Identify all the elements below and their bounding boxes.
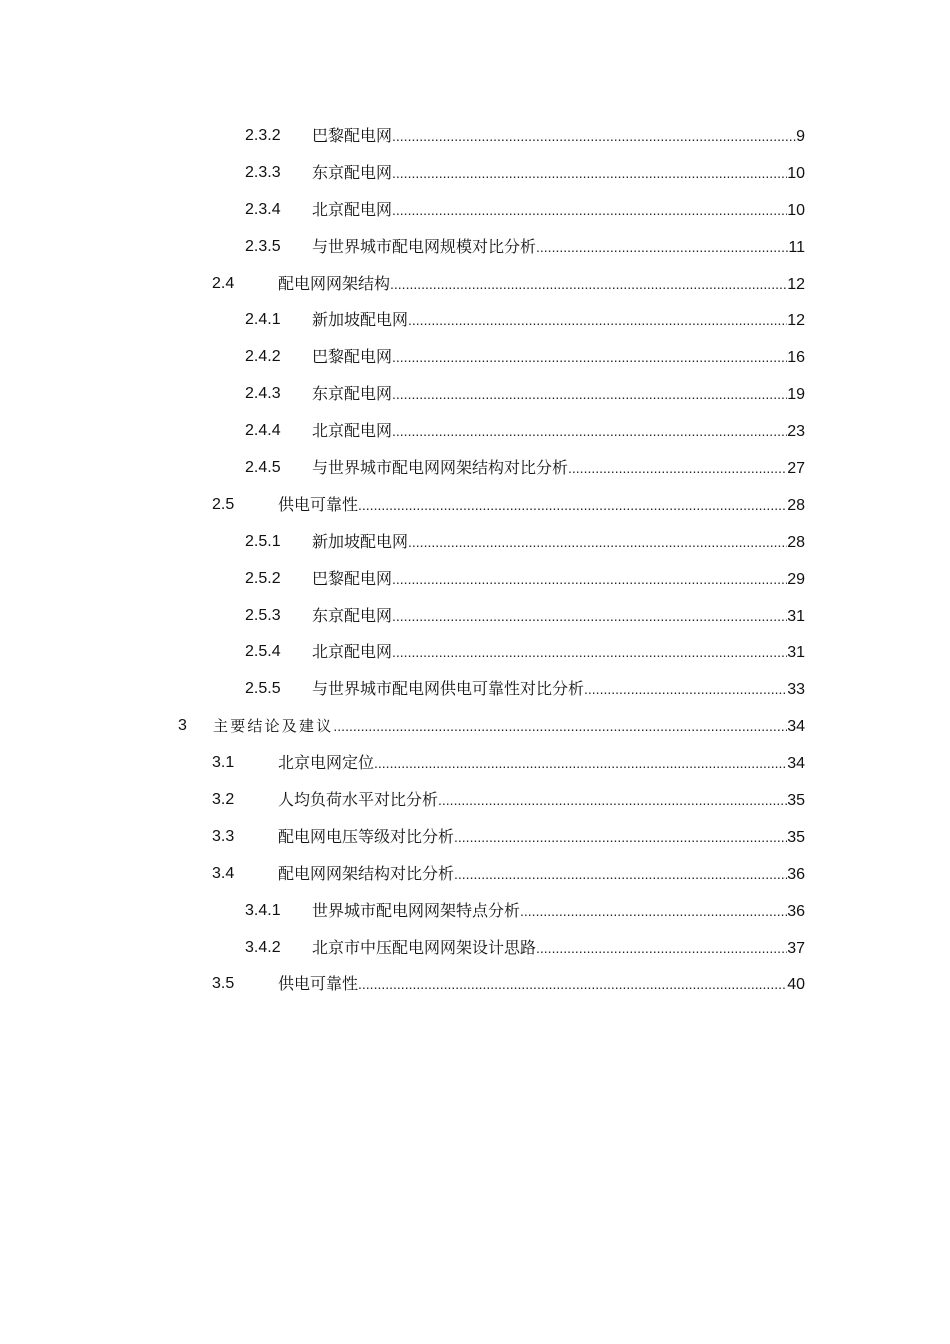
toc-entry-number: 3.4 <box>212 864 235 882</box>
toc-entry[interactable] <box>0 302 950 339</box>
toc-entry-page-number: 23 <box>787 423 805 441</box>
toc-entry-title[interactable]: 供电可靠性 <box>278 494 359 514</box>
toc-dot-leader <box>392 118 796 155</box>
toc-entry-line <box>278 745 805 783</box>
toc-entry-number: 2.3.4 <box>245 200 281 218</box>
toc-dot-leader <box>358 966 787 1003</box>
toc-entry-page-number: 10 <box>787 201 805 219</box>
table-of-contents <box>0 118 950 1003</box>
toc-entry-page-number: 28 <box>787 496 805 514</box>
toc-entry[interactable] <box>0 598 950 635</box>
toc-entry-title[interactable]: 与世界城市配电网规模对比分析 <box>312 236 537 256</box>
toc-entry-title[interactable]: 北京电网定位 <box>278 753 375 773</box>
toc-entry-number: 3.1 <box>212 754 235 772</box>
toc-entry[interactable] <box>0 339 950 376</box>
toc-dot-leader <box>536 930 787 967</box>
toc-entry[interactable] <box>0 966 950 1003</box>
toc-entry-page-number: 9 <box>796 128 805 145</box>
toc-entry-page-number: 36 <box>787 902 805 920</box>
toc-entry-title[interactable]: 新加坡配电网 <box>312 310 409 330</box>
toc-entry-number: 2.5.1 <box>245 532 281 550</box>
toc-dot-leader <box>392 634 787 671</box>
toc-dot-leader <box>584 671 787 708</box>
toc-entry-page-number: 29 <box>787 570 805 588</box>
toc-entry[interactable] <box>0 708 950 745</box>
toc-entry-number: 3.4.2 <box>245 938 281 956</box>
toc-entry-title[interactable]: 与世界城市配电网网架结构对比分析 <box>312 458 569 478</box>
toc-dot-leader <box>454 856 787 893</box>
toc-entry-title[interactable]: 主要结论及建议 <box>213 717 334 736</box>
toc-entry-line <box>312 561 805 599</box>
toc-entry-number: 2.3.2 <box>245 127 281 144</box>
toc-entry-line <box>278 819 805 857</box>
toc-entry-title[interactable]: 北京市中压配电网网架设计思路 <box>312 937 537 957</box>
toc-entry-title[interactable]: 供电可靠性 <box>278 974 359 994</box>
toc-entry-line <box>312 634 805 672</box>
toc-dot-leader <box>392 598 787 635</box>
toc-dot-leader <box>536 229 788 266</box>
toc-entry[interactable] <box>0 487 950 524</box>
toc-entry-number: 3.4.1 <box>245 901 281 919</box>
toc-entry[interactable] <box>0 413 950 450</box>
toc-entry[interactable] <box>0 819 950 856</box>
toc-entry-line <box>312 155 805 193</box>
toc-entry[interactable] <box>0 376 950 413</box>
toc-entry-line <box>278 782 805 820</box>
toc-entry[interactable] <box>0 118 950 155</box>
toc-entry-line <box>278 487 805 525</box>
toc-entry-line <box>312 450 805 488</box>
toc-entry-number: 2.3.5 <box>245 237 281 255</box>
toc-dot-leader <box>408 524 787 561</box>
toc-entry-title[interactable]: 配电网网架结构 <box>278 273 391 293</box>
toc-entry-page-number: 31 <box>787 644 805 662</box>
toc-entry-number: 2.3.3 <box>245 163 281 181</box>
toc-entry-title[interactable]: 北京配电网 <box>312 421 393 441</box>
toc-entry-line <box>312 524 805 562</box>
toc-entry-title[interactable]: 巴黎配电网 <box>312 347 393 367</box>
toc-entry-line <box>312 376 805 414</box>
toc-entry[interactable] <box>0 782 950 819</box>
toc-entry-line <box>312 413 805 451</box>
toc-entry-page-number: 35 <box>787 828 805 846</box>
toc-dot-leader <box>392 561 787 598</box>
toc-entry-number: 2.4.2 <box>245 348 281 366</box>
toc-entry-line <box>312 229 805 267</box>
toc-entry-title[interactable]: 人均负荷水平对比分析 <box>278 790 439 810</box>
toc-dot-leader <box>438 782 787 819</box>
toc-entry-number: 2.4.5 <box>245 459 281 477</box>
toc-entry-line <box>312 598 805 636</box>
toc-entry-page-number: 31 <box>787 607 805 625</box>
toc-entry[interactable] <box>0 450 950 487</box>
toc-entry-line <box>312 339 805 377</box>
toc-entry-number: 3.3 <box>212 827 235 845</box>
toc-entry-number: 2.4.1 <box>245 311 281 329</box>
toc-entry-page-number: 11 <box>788 238 805 256</box>
toc-dot-leader <box>568 450 787 487</box>
toc-entry-title[interactable]: 配电网电压等级对比分析 <box>278 826 455 846</box>
toc-entry-number: 2.5.3 <box>245 606 281 624</box>
toc-entry-line <box>312 671 805 709</box>
toc-entry-page-number: 12 <box>787 275 805 293</box>
toc-entry-title[interactable]: 东京配电网 <box>312 384 393 404</box>
toc-entry-line <box>312 893 805 931</box>
toc-entry-line <box>312 118 805 156</box>
toc-entry-title[interactable]: 北京配电网 <box>312 642 393 662</box>
toc-entry-line <box>278 966 805 1004</box>
toc-entry-page-number: 16 <box>787 349 805 367</box>
toc-entry[interactable] <box>0 192 950 229</box>
toc-entry-page-number: 33 <box>787 681 805 699</box>
toc-entry[interactable] <box>0 893 950 930</box>
toc-entry-title[interactable]: 新加坡配电网 <box>312 531 409 551</box>
toc-entry[interactable] <box>0 856 950 893</box>
toc-entry-number: 2.5 <box>212 495 235 513</box>
toc-entry-number: 3.2 <box>212 791 235 809</box>
toc-entry-title[interactable]: 东京配电网 <box>312 605 393 625</box>
toc-entry[interactable] <box>0 561 950 598</box>
toc-dot-leader <box>333 708 787 745</box>
toc-entry-title[interactable]: 巴黎配电网 <box>312 568 393 588</box>
toc-entry-number: 2.5.4 <box>245 643 281 661</box>
toc-entry-page-number: 19 <box>787 386 805 404</box>
toc-entry-title[interactable]: 北京配电网 <box>312 199 393 219</box>
toc-entry-number: 2.4.3 <box>245 385 281 403</box>
toc-entry-page-number: 10 <box>787 164 805 182</box>
toc-entry-page-number: 34 <box>787 718 805 736</box>
toc-entry-line <box>312 192 805 230</box>
toc-entry[interactable] <box>0 524 950 561</box>
toc-entry-title[interactable]: 与世界城市配电网供电可靠性对比分析 <box>312 679 585 699</box>
toc-entry[interactable] <box>0 671 950 708</box>
toc-dot-leader <box>374 745 787 782</box>
toc-dot-leader <box>392 192 787 229</box>
toc-entry-page-number: 35 <box>787 792 805 810</box>
toc-dot-leader <box>390 266 787 303</box>
toc-dot-leader <box>358 487 787 524</box>
toc-entry-number: 3.5 <box>212 975 235 993</box>
toc-dot-leader <box>392 413 787 450</box>
toc-entry-number: 3 <box>178 717 187 735</box>
toc-entry-page-number: 27 <box>787 460 805 478</box>
toc-entry[interactable] <box>0 266 950 303</box>
toc-entry-title[interactable]: 配电网网架结构对比分析 <box>278 863 455 883</box>
toc-dot-leader <box>392 376 787 413</box>
toc-entry-page-number: 12 <box>787 312 805 330</box>
toc-entry-line <box>278 266 805 304</box>
toc-entry-line <box>213 708 805 746</box>
toc-entry-line <box>312 302 805 340</box>
toc-entry-line <box>278 856 805 894</box>
toc-dot-leader <box>520 893 787 930</box>
toc-entry[interactable] <box>0 155 950 192</box>
toc-entry[interactable] <box>0 930 950 967</box>
toc-entry-number: 2.5.5 <box>245 680 281 698</box>
toc-entry-page-number: 28 <box>787 533 805 551</box>
toc-entry-number: 2.5.2 <box>245 569 281 587</box>
toc-entry-title[interactable]: 世界城市配电网网架特点分析 <box>312 900 521 920</box>
toc-entry-page-number: 40 <box>787 976 805 994</box>
toc-entry[interactable] <box>0 229 950 266</box>
toc-entry[interactable] <box>0 634 950 671</box>
toc-dot-leader <box>392 339 787 376</box>
toc-entry-number: 2.4.4 <box>245 422 281 440</box>
toc-entry-page-number: 37 <box>787 939 805 957</box>
toc-entry[interactable] <box>0 745 950 782</box>
toc-entry-page-number: 36 <box>787 865 805 883</box>
toc-entry-number: 2.4 <box>212 274 235 292</box>
toc-entry-title[interactable]: 东京配电网 <box>312 162 393 182</box>
toc-entry-line <box>312 930 805 968</box>
toc-dot-leader <box>454 819 787 856</box>
toc-entry-title[interactable]: 巴黎配电网 <box>312 126 393 145</box>
toc-entry-page-number: 34 <box>787 755 805 773</box>
toc-dot-leader <box>408 302 787 339</box>
toc-dot-leader <box>392 155 787 192</box>
